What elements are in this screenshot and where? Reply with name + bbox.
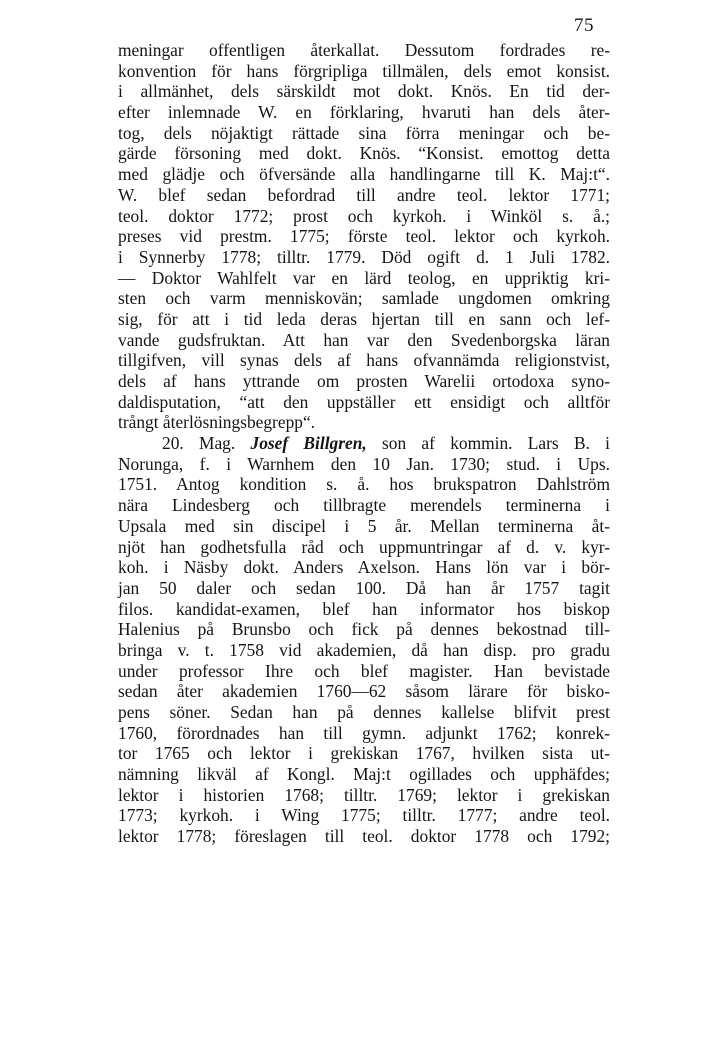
- text-line: pens söner. Sedan han på dennes kallelse blifvit prest: [118, 702, 610, 722]
- entry-heading-line: [118, 433, 610, 454]
- text-line: efter inlemnade W. en förklaring, hvaruti han dels åter-: [118, 102, 610, 123]
- text-line: tog, dels nöjaktigt rättade sina förra meningar och be-: [118, 122, 610, 143]
- text-line: konvention för hans förgripliga tillmälen, dels emot konsist.: [118, 60, 610, 81]
- text-line: nära Lindesberg och tillbragte merendels terminerna i: [118, 495, 610, 516]
- text-line: under professor Ihre och blef magister. Han bevistade: [118, 660, 610, 681]
- text-line: Upsala med sin discipel i 5 år. Mellan terminerna åt-: [118, 515, 610, 536]
- text-line: sedan åter akademien 1760—62 såsom lärare för bisko-: [118, 681, 610, 702]
- text-line: daldisputation, “att den uppställer ett ensidigt och alltför: [118, 391, 610, 412]
- text-line: lektor 1778; föreslagen till teol. doktor 1778 och 1792;: [118, 826, 610, 847]
- page-number: 75: [574, 15, 594, 36]
- text-line: med glädje och öfversände alla handlingarne till K. Maj:t“.: [118, 164, 610, 185]
- entry-number-and-title: 20. Mag.: [162, 433, 251, 454]
- text-line: sten och varm menniskovän; samlade ungdomen omkring: [118, 288, 610, 309]
- text-line: teol. doktor 1772; prost och kyrkoh. i Winköl s. å.;: [118, 205, 610, 226]
- text-line: bringa v. t. 1758 vid akademien, då han disp. pro gradu: [118, 639, 610, 660]
- text-line: 1773; kyrkoh. i Wing 1775; tilltr. 1777; andre teol.: [118, 805, 610, 826]
- text-line: tor 1765 och lektor i grekiskan 1767, hvilken sista ut-: [118, 743, 610, 764]
- text-line: trångt återlösningsbegrepp“.: [118, 412, 316, 433]
- text-line: i Synnerby 1778; tilltr. 1779. Död ogift d. 1 Juli 1782.: [118, 246, 610, 267]
- text-line: 1751. Antog kondition s. å. hos brukspatron Dahlström: [118, 474, 610, 495]
- text-line: gärde försoning med dokt. Knös. “Konsist. emottog detta: [118, 143, 610, 164]
- text-line: Norunga, f. i Warnhem den 10 Jan. 1730; stud. i Ups.: [118, 453, 610, 474]
- text-line: meningar offentligen återkallat. Dessutom fordrades re-: [118, 40, 610, 60]
- text-line: nämning likväl af Kongl. Maj:t ogillades och upphäfdes;: [118, 764, 610, 785]
- text-line: koh. i Näsby dokt. Anders Axelson. Hans lön var i bör-: [118, 557, 610, 578]
- body-text: [118, 40, 610, 847]
- text-line: i allmänhet, dels särskildt mot dokt. Knös. En tid der-: [118, 81, 610, 102]
- text-line: preses vid prestm. 1775; förste teol. lektor och kyrkoh.: [118, 226, 610, 247]
- text-line: Halenius på Brunsbo och fick på dennes bekostnad till-: [118, 619, 610, 640]
- text-line: W. blef sedan befordrad till andre teol. lektor 1771;: [118, 184, 610, 205]
- text-line: tillgifven, vill synas dels af hans ofvannämda religionstvist,: [118, 350, 610, 371]
- text-line: filos. kandidat-examen, blef han informator hos biskop: [118, 598, 610, 619]
- text-line: vande gudsfruktan. Att han var den Svedenborgska läran: [118, 329, 610, 350]
- text-line: — Doktor Wahlfelt var en lärd teolog, en uppriktig kri-: [118, 267, 610, 288]
- text-line: 1760, förordnades han till gymn. adjunkt 1762; konrek-: [118, 722, 610, 743]
- text-line: dels af hans yttrande om prosten Warelii ortodoxa syno-: [118, 371, 610, 391]
- text-line: lektor i historien 1768; tilltr. 1769; lektor i grekiskan: [118, 784, 610, 805]
- text-line: njöt han godhetsfulla råd och uppmuntringar af d. v. kyr-: [118, 536, 610, 557]
- text-line: sig, för att i tid leda deras hjertan till en sann och lef-: [118, 308, 610, 329]
- entry-parentage: son af kommin. Lars B. i: [366, 433, 610, 454]
- person-name: Josef Billgren,: [250, 433, 367, 454]
- text-line: jan 50 daler och sedan 100. Då han år 1757 tagit: [118, 577, 610, 598]
